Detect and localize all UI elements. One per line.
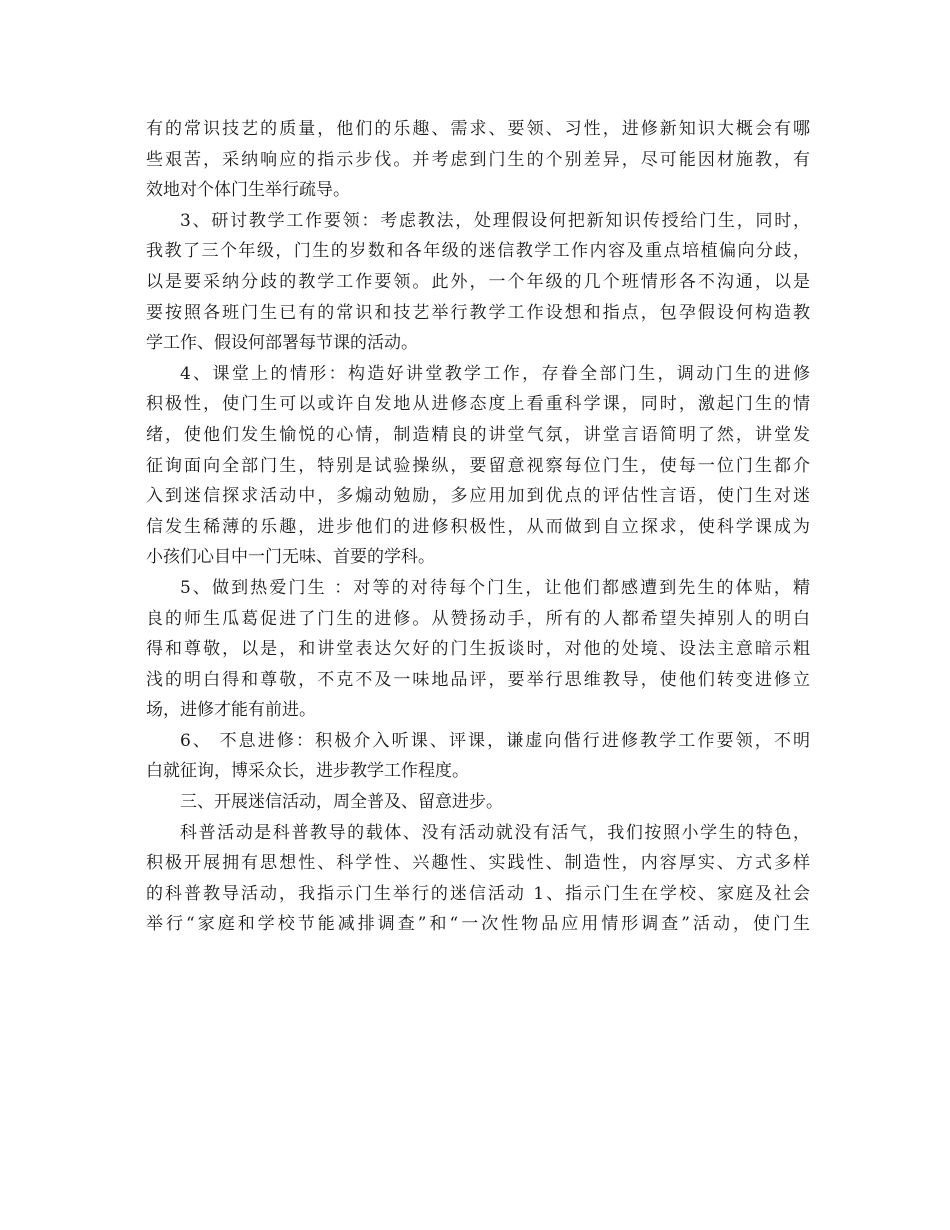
- text-line: 绪，使他们发生愉悦的心情，制造精良的讲堂气氛，讲堂言语简明了然，讲堂发: [146, 424, 810, 445]
- text-line: 良的师生瓜葛促进了门生的进修。从赞扬动手，所有的人都希望失掉别人的明白: [146, 608, 810, 629]
- text-line: 信发生稀薄的乐趣，进步他们的进修积极性，从而做到自立探求，使科学课成为: [146, 516, 810, 537]
- text-line: 效地对个体门生举行疏导。: [146, 180, 350, 201]
- text-line: 要按照各班门生已有的常识和技艺举行教学工作设想和指点，包孕假设何构造教: [146, 302, 810, 323]
- text-line: 白就征询，博采众长，进步教学工作程度。: [146, 761, 469, 782]
- text-line: 3、研讨教学工作要领：考虑教法，处理假设何把新知识传授给门生，同时，: [180, 210, 810, 231]
- text-line: 积极开展拥有思想性、科学性、兴趣性、实践性、制造性，内容厚实、方式多样: [146, 853, 810, 874]
- text-line: 5、做到热爱门生 ：对等的对待每个门生，让他们都感遭到先生的体贴，精: [180, 577, 810, 598]
- text-line: 科普活动是科普教导的载体、没有活动就没有活气，我们按照小学生的特色，: [180, 822, 810, 843]
- text-line: 场，进修才能有前进。: [146, 700, 316, 721]
- text-line: 学工作、假设何部署每节课的活动。: [146, 333, 418, 354]
- text-line: 的科普教导活动，我指示门生举行的迷信活动 1、指示门生在学校、家庭及社会: [146, 883, 810, 904]
- text-line: 举行“家庭和学校节能减排调查”和“一次性物品应用情形调查”活动，使门生: [146, 914, 810, 935]
- text-line: 三、开展迷信活动，周全普及、留意进步。: [180, 792, 503, 813]
- text-line: 我教了三个年级，门生的岁数和各年级的迷信教学工作内容及重点培植偏向分歧，: [146, 241, 810, 262]
- text-line: 征询面向全部门生，特别是试验操纵，要留意视察每位门生，使每一位门生都介: [146, 455, 810, 476]
- text-line: 入到迷信探求活动中，多煽动勉励，多应用加到优点的评估性言语，使门生对迷: [146, 486, 810, 507]
- text-line: 有的常识技艺的质量，他们的乐趣、需求、要领、习性，进修新知识大概会有哪: [146, 119, 810, 139]
- text-line: 积极性，使门生可以或许自发地从进修态度上看重科学课，同时，激起门生的情: [146, 394, 810, 415]
- text-line: 些艰苦，采纳响应的指示步伐。并考虑到门生的个别差异，尽可能因材施教，有: [146, 149, 810, 170]
- text-line: 以是要采纳分歧的教学工作要领。此外，一个年级的几个班情形各不沟通，以是: [146, 271, 810, 292]
- text-line: 小孩们心目中一门无味、首要的学科。: [146, 547, 435, 568]
- text-line: 得和尊敬，以是，和讲堂表达欠好的门生扳谈时，对他的处境、设法主意暗示粗: [146, 639, 810, 660]
- text-line: 6、 不息进修：积极介入听课、评课，谦虚向偕行进修教学工作要领，不明: [180, 730, 810, 751]
- document-body: [146, 114, 810, 940]
- text-line: 浅的明白得和尊敬，不克不及一味地品评，要举行思维教导，使他们转变进修立: [146, 669, 810, 690]
- text-line: 4、课堂上的情形：构造好讲堂教学工作，存眷全部门生，调动门生的进修: [180, 363, 810, 384]
